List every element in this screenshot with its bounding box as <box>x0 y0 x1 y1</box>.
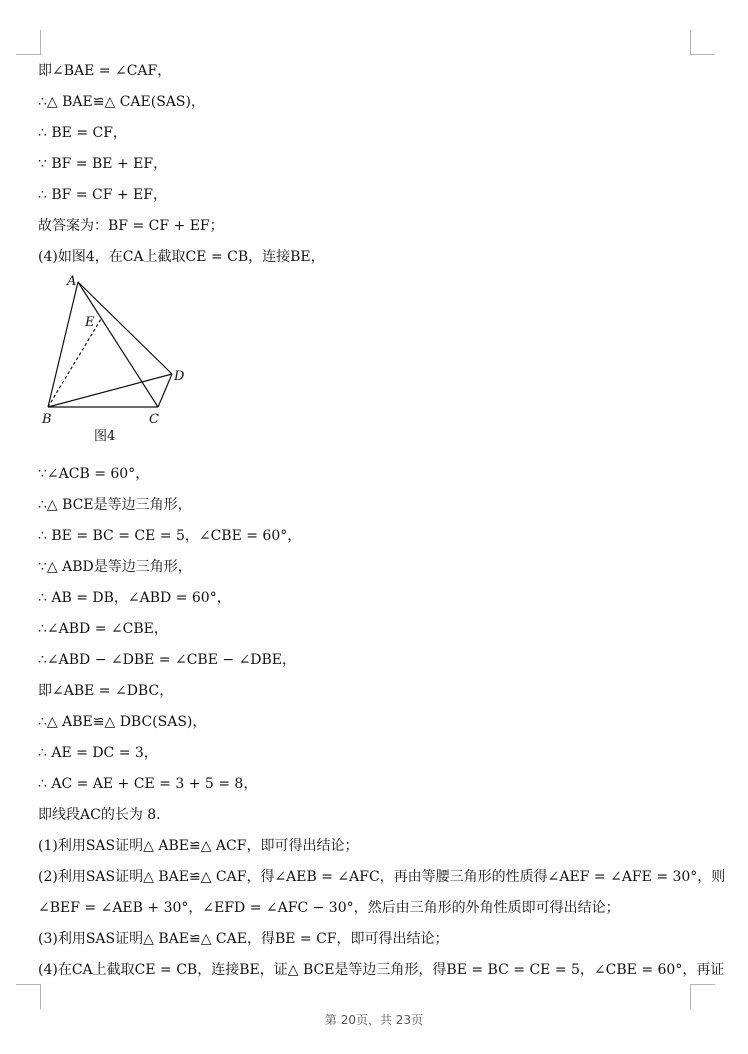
text-line: ∴△ BCE是等边三角形， <box>38 497 192 513</box>
segment-bd <box>48 374 172 407</box>
text-line: ∴∠ABD − ∠DBE = ∠CBE − ∠DBE， <box>38 652 297 668</box>
point-label-b: B <box>42 412 52 423</box>
text-line: ∴△ BAE≌△ CAE(SAS)， <box>38 94 205 110</box>
text-line: ∴ AB = DB，∠ABD = 60°， <box>38 590 231 606</box>
text-line: ∴∠ABD = ∠CBE， <box>38 621 168 637</box>
text-line: 即∠BAE = ∠CAF， <box>38 63 172 79</box>
text-line: ∴ AC = AE + CE = 3 + 5 = 8， <box>38 776 258 792</box>
text-line: ∵ BF = BE + EF， <box>38 156 168 172</box>
segment-ab <box>48 282 78 407</box>
text-line: ∴ BE = BC = CE = 5，∠CBE = 60°， <box>38 528 302 544</box>
text-line: ∴ AE = DC = 3， <box>38 745 158 761</box>
page-number-footer: 第 20页，共 23页 <box>324 1013 424 1027</box>
crop-mark-top-right <box>690 30 715 55</box>
text-line: 即∠ABE = ∠DBC， <box>38 683 174 699</box>
analysis-line: ∠BEF = ∠AEB + 30°，∠EFD = ∠AFC − 30°，然后由三角形的外角性质即可得出结论； <box>38 900 620 916</box>
analysis-line: (2)利用SAS证明△ BAE≌△ CAF，得∠AEB = ∠AFC，再由等腰三角形的性质得∠AEF = ∠AFE = 30°，则 <box>38 869 726 885</box>
figure-caption: 图4 <box>94 429 116 444</box>
point-label-d: D <box>174 369 185 384</box>
text-line: ∵△ ABD是等边三角形， <box>38 559 192 575</box>
text-line: (4)如图4，在CA上截取CE = CB，连接BE， <box>38 249 325 265</box>
text-line: 故答案为：BF = CF + EF； <box>38 218 224 234</box>
text-line: ∴ BE = CF， <box>38 125 127 141</box>
point-label-e: E <box>85 315 95 330</box>
text-line: 即线段AC的长为 8． <box>38 807 171 823</box>
segment-cd <box>158 374 172 407</box>
crop-mark-top-left <box>16 30 41 55</box>
text-line: ∴△ ABE≌△ DBC(SAS)， <box>38 714 207 730</box>
geometry-figure <box>38 273 688 459</box>
analysis-line: (1)利用SAS证明△ ABE≌△ ACF，即可得出结论； <box>38 838 359 854</box>
analysis-line: (4)在CA上截取CE = CB，连接BE，证△ BCE是等边三角形，得BE = BC = CE = 5，∠CBE = 60°，再证 <box>38 962 725 978</box>
page-content <box>38 56 726 986</box>
text-line: ∵∠ACB = 60°， <box>38 466 150 482</box>
crop-mark-bottom-right <box>690 984 715 1009</box>
figure-4-diagram <box>38 273 208 423</box>
analysis-line: (3)利用SAS证明△ BAE≌△ CAE，得BE = CF，即可得出结论； <box>38 931 449 947</box>
point-label-c: C <box>149 412 159 423</box>
point-label-a: A <box>67 274 77 289</box>
solution-steps-top <box>38 56 688 273</box>
segment-be-dashed <box>48 319 101 407</box>
text-line: ∴ BF = CF + EF， <box>38 187 167 203</box>
solution-steps-bottom <box>38 459 726 986</box>
crop-mark-bottom-left <box>16 984 41 1009</box>
